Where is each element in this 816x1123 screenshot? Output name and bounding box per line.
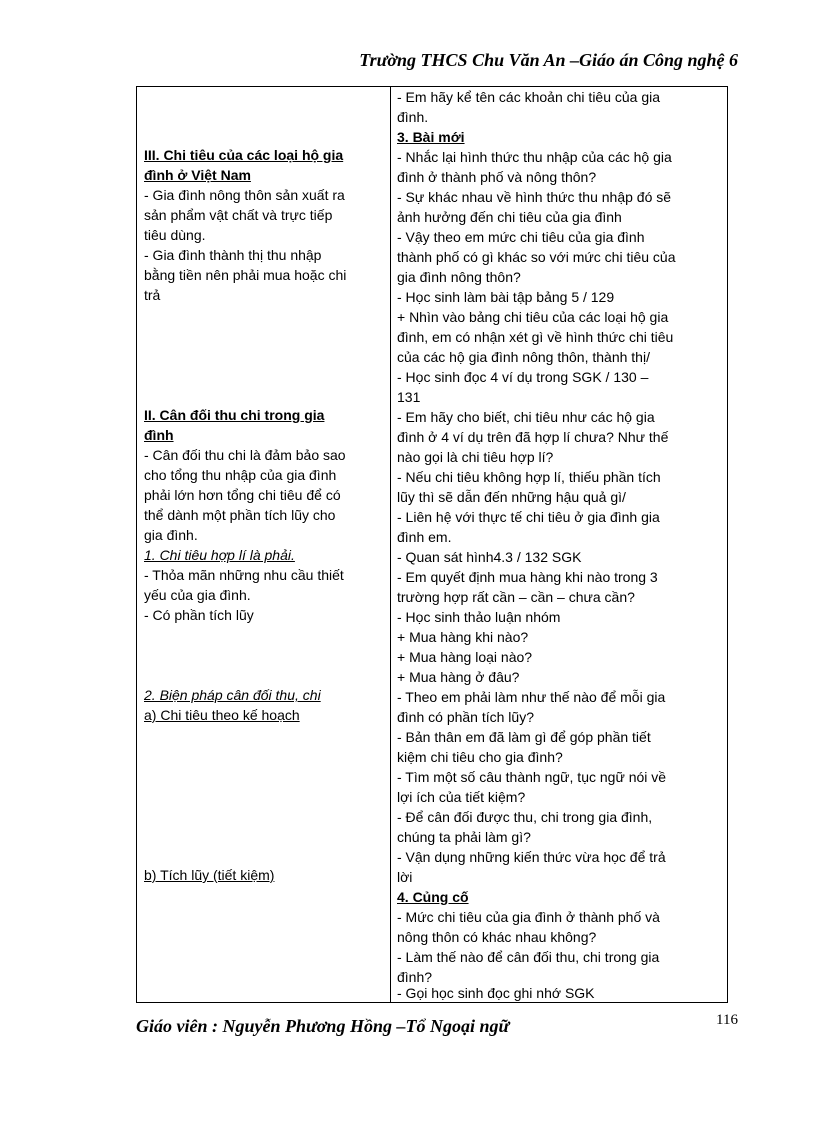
activity-line: - Tìm một số câu thành ngữ, tục ngữ nói về [397,769,667,785]
activity-line: - Nhắc lại hình thức thu nhập của các hộ gia [397,149,672,165]
content-line: trả [144,287,161,303]
lesson-table [136,86,728,1003]
content-line: - Thỏa mãn những nhu cầu thiết [144,567,344,583]
content-line: sản phẩm vật chất và trực tiếp [144,207,333,223]
activity-line: đình có phần tích lũy? [397,709,534,725]
activity-line: - Em hãy cho biết, chi tiêu như các hộ gia [397,409,655,425]
activity-line: gia đình nông thôn? [397,269,521,285]
footer-author: Giáo viên : Nguyễn Phương Hồng –Tổ Ngoại ngữ [136,1016,510,1036]
activity-line: lũy thì sẽ dẫn đến những hậu quả gì/ [397,489,626,505]
activity-line: thành phố có gì khác so với mức chi tiêu của [397,249,676,265]
subheading-planned-spending: a) Chi tiêu theo kế hoạch [144,707,300,723]
activity-line: đình. [397,109,429,125]
activity-line: đình ở thành phố và nông thôn? [397,169,597,185]
activity-line: nào gọi là chi tiêu hợp lí? [397,449,554,465]
activity-line: - Bản thân em đã làm gì để góp phần tiết [397,729,651,745]
activity-line: lời [397,869,413,885]
activity-line: đình, em có nhận xét gì về hình thức chi tiêu [397,329,674,345]
subheading-reasonable-spending: 1. Chi tiêu hợp lí là phải. [144,547,295,563]
activity-line: - Quan sát hình4.3 / 132 SGK [397,549,582,565]
activities-column [391,87,727,1002]
content-line: - Cân đối thu chi là đảm bảo sao [144,447,346,463]
activity-line: - Làm thế nào để cân đối thu, chi trong gia [397,949,660,965]
subheading-balance-measures: 2. Biện pháp cân đối thu, chi [144,687,321,703]
activity-line: + Mua hàng khi nào? [397,629,529,645]
content-line: - Gia đình thành thị thu nhập [144,247,322,263]
subheading-savings: b) Tích lũy (tiết kiệm) [144,867,275,883]
activity-line: kiệm chi tiêu cho gia đình? [397,749,563,765]
activity-line: - Để cân đối được thu, chi trong gia đình, [397,809,653,825]
content-line: - Gia đình nông thôn sản xuất ra [144,187,345,203]
content-line: bằng tiền nên phải mua hoặc chi [144,267,347,283]
activity-line: đình ở 4 ví dụ trên đã hợp lí chưa? Như thế [397,429,669,445]
content-line: phải lớn hơn tổng chi tiêu để có [144,487,341,503]
content-line: tiêu dùng. [144,227,206,243]
activity-line: + Mua hàng ở đâu? [397,669,520,685]
activity-line: trường hợp rất cần – cần – chưa cần? [397,589,635,605]
activity-line: - Vận dụng những kiến thức vừa học để trả [397,849,666,865]
activity-line: của các hộ gia đình nông thôn, thành thị/ [397,349,650,365]
activity-line: đình? [397,969,433,985]
heading-consolidation: 4. Củng cố [397,889,469,905]
activity-line: 131 [397,389,421,405]
content-column [137,87,391,1002]
activity-line: - Em quyết định mua hàng khi nào trong 3 [397,569,658,585]
activity-line: - Sự khác nhau về hình thức thu nhập đó sẽ [397,189,672,205]
activity-line: + Nhìn vào bảng chi tiêu của các loại hộ gia [397,309,669,325]
activity-line: - Học sinh đọc 4 ví dụ trong SGK / 130 – [397,369,649,385]
activity-line: - Học sinh làm bài tập bảng 5 / 129 [397,289,615,305]
content-line: cho tổng thu nhập của gia đình [144,467,337,483]
activity-line: - Theo em phải làm như thế nào để mỗi gia [397,689,666,705]
content-line: yếu của gia đình. [144,587,251,603]
content-line: thể dành một phần tích lũy cho [144,507,336,523]
activity-line: - Gọi học sinh đọc ghi nhớ SGK [397,985,595,1001]
page-number: 116 [716,1012,738,1028]
activity-line: - Liên hệ với thực tế chi tiêu ở gia đình gia [397,509,660,525]
activity-line: - Nếu chi tiêu không hợp lí, thiếu phần tích [397,469,661,485]
section-heading-household-spending-cont: đình ở Việt Nam [144,167,251,183]
activity-line: lợi ích của tiết kiệm? [397,789,526,805]
activity-line: + Mua hàng loại nào? [397,649,533,665]
activity-line: - Mức chi tiêu của gia đình ở thành phố và [397,909,660,925]
content-line: gia đình. [144,527,198,543]
activity-line: chúng ta phải làm gì? [397,829,531,845]
activity-line: - Em hãy kể tên các khoản chi tiêu của gia [397,89,661,105]
heading-new-lesson: 3. Bài mới [397,129,465,145]
section-heading-budget-balance-cont: đình [144,427,174,443]
activity-line: nông thôn có khác nhau không? [397,929,597,945]
page-header-title: Trường THCS Chu Văn An –Giáo án Công nghệ 6 [359,50,738,70]
activity-line: ảnh hưởng đến chi tiêu của gia đình [397,209,622,225]
section-heading-household-spending: III. Chi tiêu của các loại hộ gia [144,147,344,163]
content-line: - Có phần tích lũy [144,607,254,623]
activity-line: - Vậy theo em mức chi tiêu của gia đình [397,229,645,245]
activity-line: - Học sinh thảo luận nhóm [397,609,561,625]
activity-line: đình em. [397,529,452,545]
section-heading-budget-balance: II. Cân đối thu chi trong gia [144,407,325,423]
